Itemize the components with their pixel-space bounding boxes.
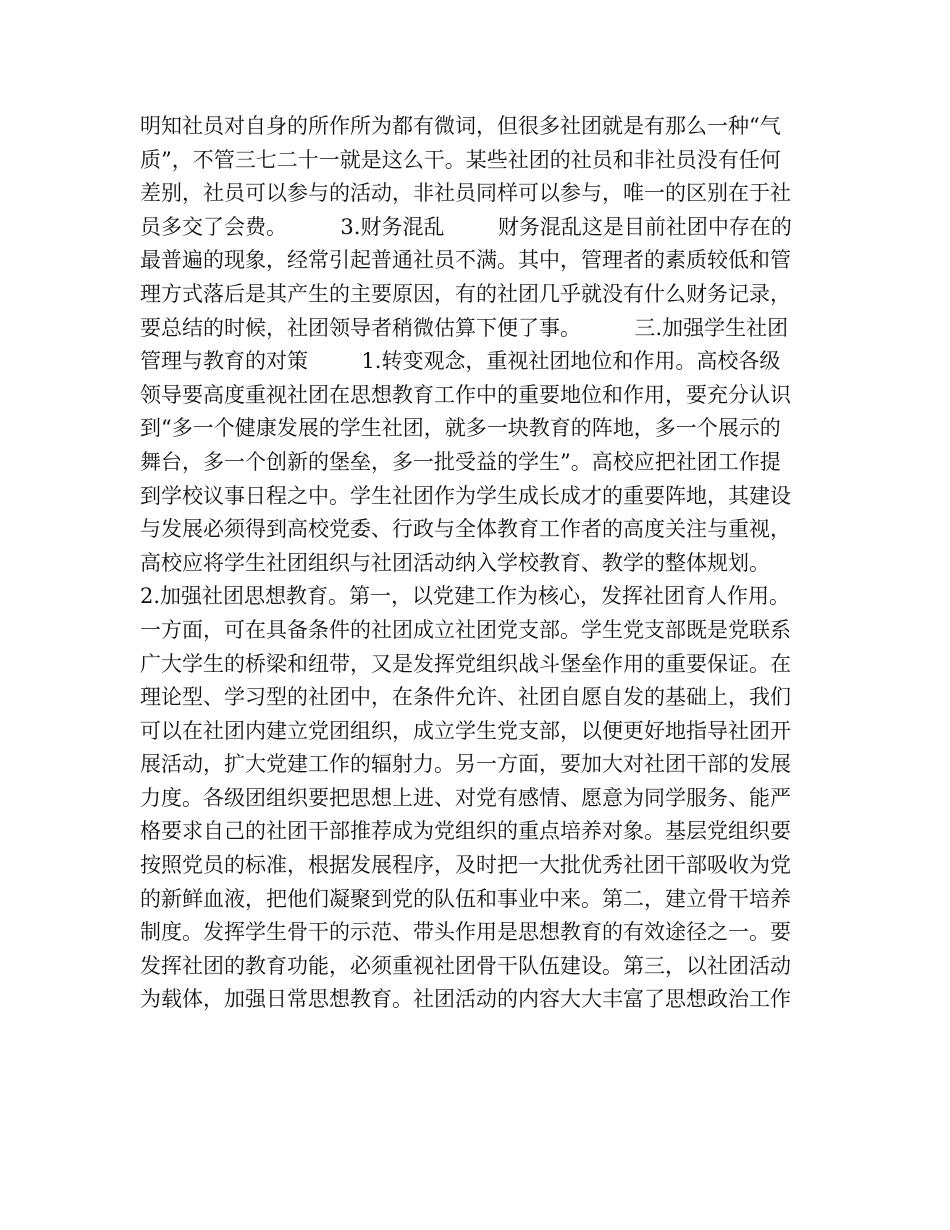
text-line: 为载体，加强日常思想教育。社团活动的内容大大丰富了思想政治工作 <box>140 987 791 1012</box>
text-line: 差别，社员可以参与的活动，非社员同样可以参与，唯一的区别在于社 <box>140 181 791 206</box>
text-line: 理方式落后是其产生的主要原因，有的社团几乎就没有什么财务记录， <box>140 281 791 306</box>
text-line: 格要求自己的社团干部推荐成为党组织的重点培养对象。基层党组织要 <box>140 819 791 844</box>
text-line: 要总结的时候，社团领导者稍微估算下便了事。 三.加强学生社团 <box>140 315 789 340</box>
text-line: 到学校议事日程之中。学生社团作为学生成长成才的重要阵地，其建设 <box>140 483 791 508</box>
text-line: 管理与教育的对策 1.转变观念，重视社团地位和作用。高校各级 <box>140 349 781 374</box>
text-line: 制度。发挥学生骨干的示范、带头作用是思想教育的有效途径之一。要 <box>140 920 791 945</box>
text-line: 发挥社团的教育功能，必须重视社团骨干队伍建设。第三，以社团活动 <box>140 953 791 978</box>
text-line: 到“多一个健康发展的学生社团，就多一块教育的阵地，多一个展示的 <box>140 416 781 441</box>
text-line: 理论型、学习型的社团中，在条件允许、社团自愿自发的基础上，我们 <box>140 685 791 710</box>
body-text <box>140 110 820 1017</box>
text-line: 员多交了会费。 3.财务混乱 财务混乱这是目前社团中存在的 <box>140 214 792 239</box>
text-line: 一方面，可在具备条件的社团成立社团党支部。学生党支部既是党联系 <box>140 617 791 642</box>
text-line: 按照党员的标准，根据发展程序，及时把一大批优秀社团干部吸收为党 <box>140 853 791 878</box>
text-line: 2.加强社团思想教育。第一，以党建工作为核心，发挥社团育人作用。 <box>140 584 791 609</box>
text-line: 展活动，扩大党建工作的辐射力。另一方面，要加大对社团干部的发展 <box>140 752 791 777</box>
text-line: 舞台，多一个创新的堡垒，多一批受益的学生”。高校应把社团工作提 <box>140 449 781 474</box>
text-line: 广大学生的桥梁和纽带，又是发挥党组织战斗堡垒作用的重要保证。在 <box>140 651 791 676</box>
text-line: 的新鲜血液，把他们凝聚到党的队伍和事业中来。第二，建立骨干培养 <box>140 886 791 911</box>
text-line: 最普遍的现象，经常引起普通社员不满。其中，管理者的素质较低和管 <box>140 248 791 273</box>
text-line: 高校应将学生社团组织与社团活动纳入学校教育、教学的整体规划。 <box>140 550 770 575</box>
text-line: 领导要高度重视社团在思想教育工作中的重要地位和作用，要充分认识 <box>140 382 791 407</box>
text-line: 力度。各级团组织要把思想上进、对党有感情、愿意为同学服务、能严 <box>140 785 791 810</box>
text-line: 明知社员对自身的所作所为都有微词，但很多社团就是有那么一种“气 <box>140 114 781 138</box>
text-line: 可以在社团内建立党团组织，成立学生党支部，以便更好地指导社团开 <box>140 718 791 743</box>
text-line: 与发展必须得到高校党委、行政与全体教育工作者的高度关注与重视， <box>140 517 791 542</box>
text-line: 质”，不管三七二十一就是这么干。某些社团的社员和非社员没有任何 <box>140 147 781 172</box>
